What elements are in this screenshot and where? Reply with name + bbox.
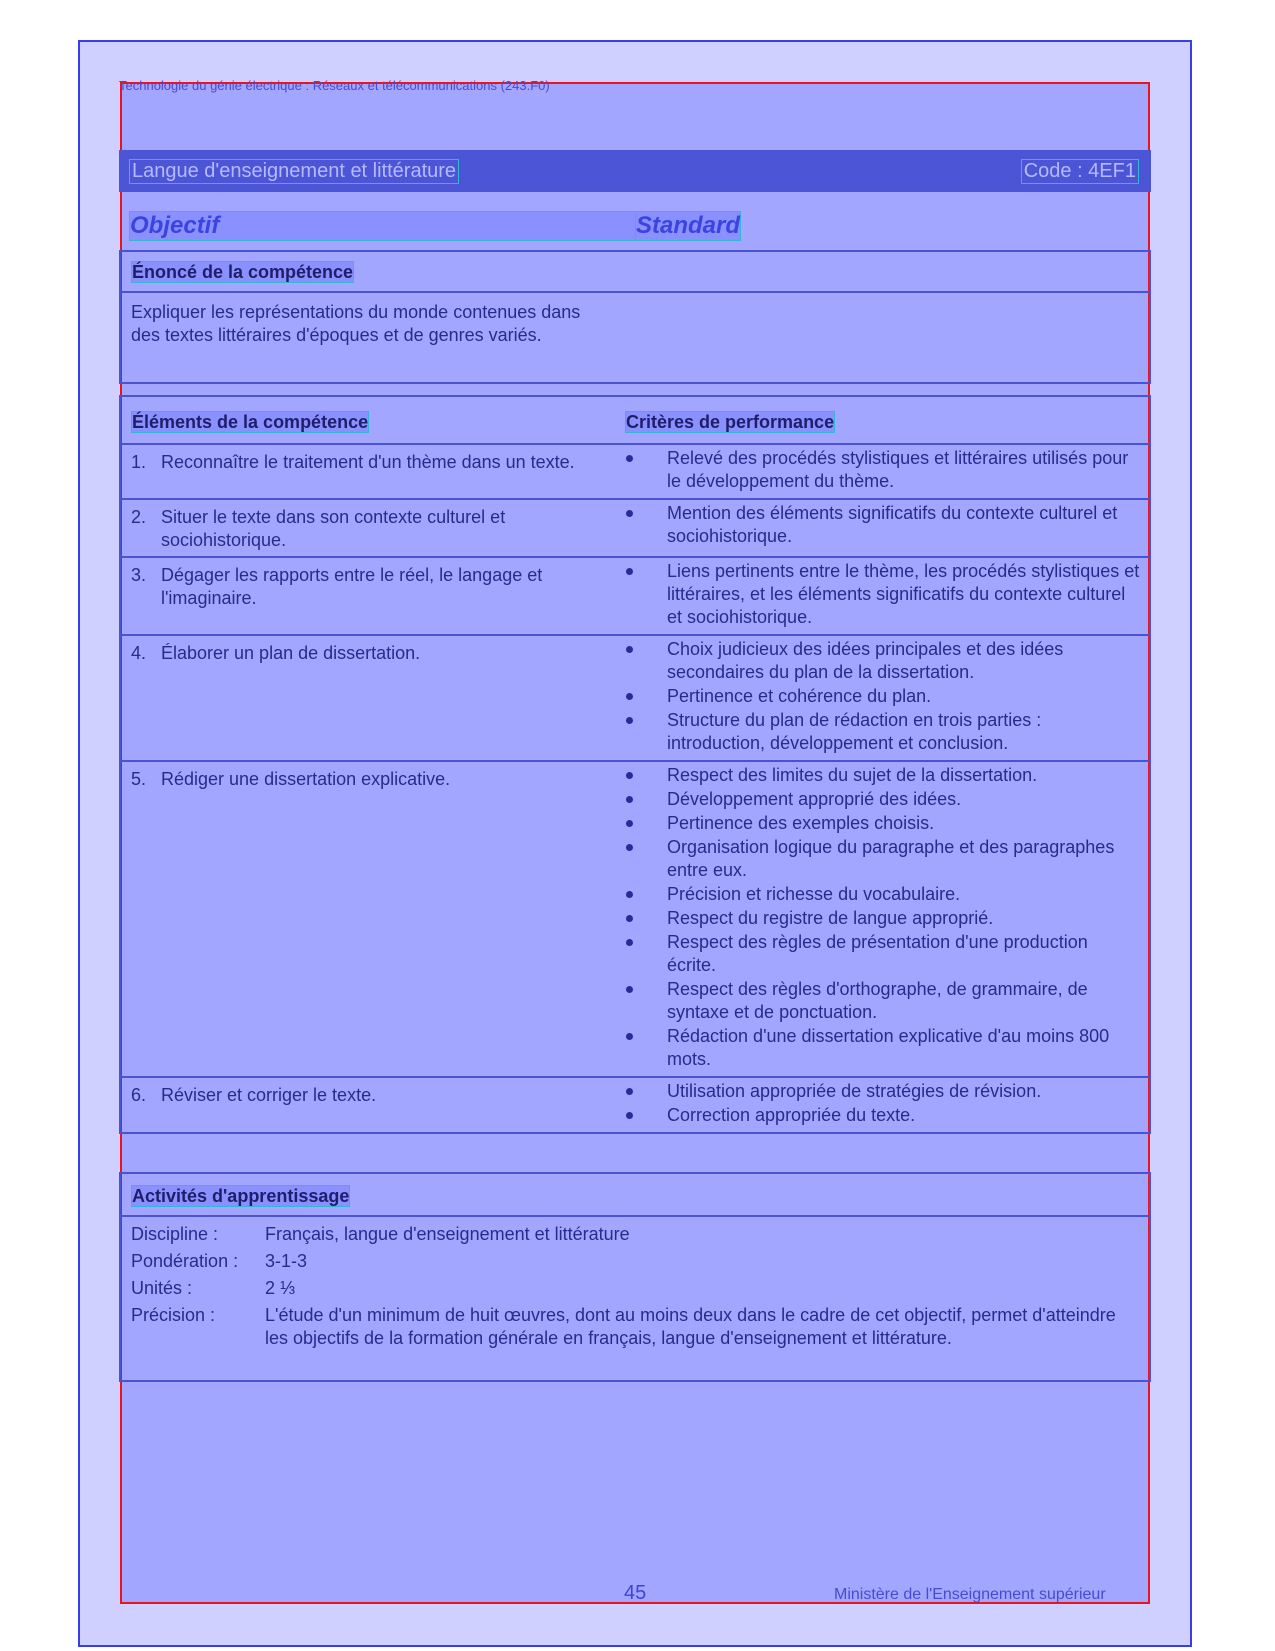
- course-code: Code : 4EF1: [1021, 159, 1139, 184]
- list-item: [623, 1104, 1141, 1127]
- table-row: [121, 762, 1149, 1078]
- criterion-text: Respect des règles de présentation d'une production écrite.: [667, 932, 1088, 975]
- running-header: Technologie du génie électrique : Réseaux et télécommunications (243.F0): [119, 78, 550, 93]
- list-item: [623, 638, 1141, 684]
- activites-box: [119, 1172, 1151, 1382]
- criteria-cell: [623, 762, 1149, 1076]
- bullet-icon: [623, 709, 667, 755]
- criterion-text: Respect du registre de langue approprié.: [667, 908, 994, 928]
- bullet-icon: [623, 836, 667, 882]
- bullet-icon: [623, 502, 667, 548]
- element-cell: [121, 1078, 623, 1132]
- course-title: Langue d'enseignement et littérature: [129, 159, 459, 184]
- bullet-icon: [623, 764, 667, 787]
- table-row: [121, 558, 1149, 636]
- list-item: [623, 502, 1141, 548]
- list-item: [623, 447, 1141, 493]
- element-text: Dégager les rapports entre le réel, le langage et l'imaginaire.: [161, 565, 543, 608]
- enonce-box: [119, 250, 1151, 384]
- criteria-cell: [623, 558, 1149, 634]
- element-cell: [121, 762, 623, 1076]
- element-cell: [121, 500, 623, 556]
- page-number: 45: [624, 1582, 647, 1604]
- ponderation-row: Pondération : 3-1-3: [131, 1251, 308, 1271]
- bullet-icon: [623, 685, 667, 708]
- criteria-cell: [623, 636, 1149, 760]
- bullet-icon: [623, 638, 667, 684]
- table-row: [121, 636, 1149, 762]
- element-text: Élaborer un plan de dissertation.: [161, 643, 421, 663]
- criteria-cell: [623, 445, 1149, 498]
- heading-standard: Standard: [636, 212, 741, 239]
- criterion-text: Rédaction d'une dissertation explicative d'au moins 800 mots.: [667, 1026, 1110, 1069]
- element-text: Reconnaître le traitement d'un thème dans un texte.: [161, 452, 575, 472]
- unites-row: Unités : 2 ⅓: [131, 1278, 296, 1298]
- table-row: [121, 445, 1149, 500]
- precision-row: Précision : L'étude d'un minimum de huit œuvres, dont au moins deux dans le cadre de cet objectif, permet d'atteindre les objectifs de la formation générale en français, langue d'enseignement et littérature.: [131, 1305, 1116, 1348]
- section-headings: [119, 208, 1151, 244]
- table-row: [121, 500, 1149, 558]
- list-item: [623, 685, 1141, 708]
- element-cell: [121, 636, 623, 760]
- element-number: 3.: [131, 565, 147, 585]
- list-item: [623, 812, 1141, 835]
- criterion-text: Structure du plan de rédaction en trois parties : introduction, développement et conclusion.: [667, 710, 1042, 753]
- element-text: Situer le texte dans son contexte culturel et sociohistorique.: [161, 507, 506, 550]
- criterion-text: Choix judicieux des idées principales et des idées secondaires du plan de la dissertation.: [667, 639, 1064, 682]
- bullet-icon: [623, 1104, 667, 1127]
- bullet-icon: [623, 931, 667, 977]
- bullet-icon: [623, 883, 667, 906]
- list-item: [623, 883, 1141, 906]
- criteria-cell: [623, 1078, 1149, 1132]
- element-number: 5.: [131, 769, 147, 789]
- element-number: 4.: [131, 643, 147, 663]
- enonce-heading: Énoncé de la compétence: [121, 252, 1149, 293]
- element-cell: [121, 558, 623, 634]
- elements-box: [119, 395, 1151, 1134]
- element-cell: [121, 445, 623, 498]
- enonce-text: Expliquer les représentations du monde contenues dans des textes littéraires d'époques et de genres variés.: [131, 302, 581, 345]
- criterion-text: Précision et richesse du vocabulaire.: [667, 884, 961, 904]
- discipline-row: Discipline : Français, langue d'enseignement et littérature: [131, 1224, 630, 1244]
- criteria-cell: [623, 500, 1149, 556]
- criteria-heading: Critères de performance: [626, 412, 835, 432]
- element-text: Réviser et corriger le texte.: [161, 1085, 377, 1105]
- element-number: 1.: [131, 452, 147, 472]
- elements-table: [121, 445, 1149, 1132]
- title-bar: [119, 150, 1151, 192]
- list-item: [623, 1025, 1141, 1071]
- criterion-text: Mention des éléments significatifs du contexte culturel et sociohistorique.: [667, 503, 1118, 546]
- element-text: Rédiger une dissertation explicative.: [161, 769, 451, 789]
- bullet-icon: [623, 978, 667, 1024]
- bullet-icon: [623, 560, 667, 629]
- heading-objectif: Objectif: [129, 211, 636, 241]
- list-item: [623, 978, 1141, 1024]
- element-number: 6.: [131, 1085, 147, 1105]
- list-item: [623, 931, 1141, 977]
- criterion-text: Développement approprié des idées.: [667, 789, 962, 809]
- criterion-text: Liens pertinents entre le thème, les procédés stylistiques et littéraires, et les éléments significatifs du contexte culturel et sociohistorique.: [667, 561, 1140, 627]
- criterion-text: Utilisation appropriée de stratégies de révision.: [667, 1081, 1042, 1101]
- activites-heading: Activités d'apprentissage: [121, 1174, 1149, 1217]
- table-row: [121, 1078, 1149, 1132]
- criterion-text: Relevé des procédés stylistiques et littéraires utilisés pour le développement du thème.: [667, 448, 1129, 491]
- criterion-text: Organisation logique du paragraphe et des paragraphes entre eux.: [667, 837, 1115, 880]
- criterion-text: Correction appropriée du texte.: [667, 1105, 916, 1125]
- bullet-icon: [623, 1080, 667, 1103]
- footer-ministry: Ministère de l'Enseignement supérieur: [834, 1586, 1106, 1603]
- list-item: [623, 709, 1141, 755]
- criterion-text: Pertinence des exemples choisis.: [667, 813, 935, 833]
- bullet-icon: [623, 788, 667, 811]
- list-item: [623, 560, 1141, 629]
- criterion-text: Respect des limites du sujet de la dissertation.: [667, 765, 1038, 785]
- bullet-icon: [623, 447, 667, 493]
- criterion-text: Respect des règles d'orthographe, de grammaire, de syntaxe et de ponctuation.: [667, 979, 1088, 1022]
- list-item: [623, 788, 1141, 811]
- list-item: [623, 1080, 1141, 1103]
- elements-heading: Éléments de la compétence: [132, 412, 369, 432]
- list-item: [623, 836, 1141, 882]
- element-number: 2.: [131, 507, 147, 527]
- list-item: [623, 764, 1141, 787]
- criterion-text: Pertinence et cohérence du plan.: [667, 686, 932, 706]
- elements-header: [121, 397, 1149, 445]
- bullet-icon: [623, 907, 667, 930]
- bullet-icon: [623, 812, 667, 835]
- list-item: [623, 907, 1141, 930]
- bullet-icon: [623, 1025, 667, 1071]
